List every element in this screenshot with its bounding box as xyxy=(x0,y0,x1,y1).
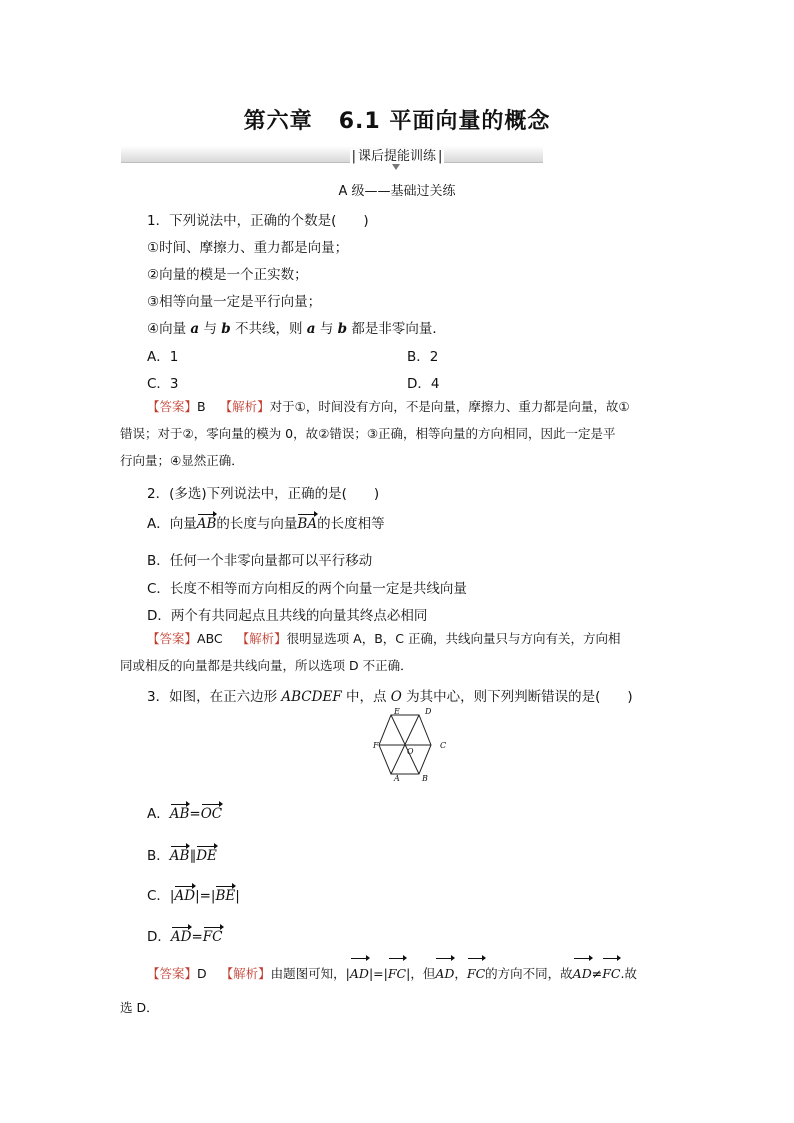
q1-statement-2: ②向量的模是一个正实数； xyxy=(147,267,308,283)
label-b: B xyxy=(422,774,428,782)
stem-text: 3．如图，在正六边形 xyxy=(147,689,282,705)
q1-statement-4 xyxy=(147,317,446,337)
option-text: C．| xyxy=(147,888,175,904)
center-name: O xyxy=(390,689,402,705)
operator: = xyxy=(191,929,203,945)
page-title xyxy=(0,104,794,135)
option-text: B． xyxy=(147,848,170,864)
vector-ab: AB xyxy=(169,806,190,822)
level-heading: A 级——基础过关练 xyxy=(338,184,456,199)
explanation-text: ， xyxy=(454,966,467,981)
banner-pointer-icon xyxy=(392,164,400,170)
var-a: a xyxy=(306,321,316,337)
explanation-text: 的方向不同，故 xyxy=(485,966,573,981)
q1-option-c: C．3 xyxy=(147,376,179,392)
hexagon-figure xyxy=(366,706,450,782)
var-b: b xyxy=(337,321,348,337)
q2-explanation-line-2: 同或相反的向量都是共线向量，所以选项 D 不正确． xyxy=(120,658,413,673)
explanation-text: |=| xyxy=(368,966,388,981)
option-text: 的长度相等 xyxy=(317,516,385,532)
label-d: D xyxy=(425,707,432,716)
q1-option-a: A．1 xyxy=(147,349,179,365)
q3-answer xyxy=(147,958,637,987)
option-text: D． xyxy=(147,929,171,945)
explanation-text: .故 xyxy=(620,966,637,981)
vector-fc: FC xyxy=(467,958,485,987)
vector-be: BE xyxy=(215,888,236,904)
vector-ba: BA xyxy=(297,516,318,532)
option-text: A．向量 xyxy=(147,516,197,532)
stem-text: 中，点 xyxy=(341,689,391,705)
operator: ≠ xyxy=(591,966,603,981)
q3-option-a xyxy=(147,802,222,822)
answer-value: B xyxy=(197,399,206,414)
q1-s4-text: 不共线，则 xyxy=(230,321,307,337)
q1-s4-text: ④向量 xyxy=(147,321,191,337)
q1-explanation-line-3: 行向量；④显然正确． xyxy=(120,453,244,468)
label-o: O xyxy=(407,747,414,756)
q1-s4-text: 与 xyxy=(199,321,222,337)
explanation-tag: 【解析】 xyxy=(219,399,270,414)
q2-option-d: D．两个有共同起点且共线的向量其终点必相同 xyxy=(147,608,428,624)
q1-statement-3: ③相等向量一定是平行向量； xyxy=(147,294,322,310)
section-tag: | 课后提能训练 | xyxy=(351,149,443,164)
answer-value: ABC xyxy=(197,631,223,646)
vector-ad: AD xyxy=(573,958,592,987)
q1-s4-text: 与 xyxy=(315,321,338,337)
label-f: F xyxy=(373,741,379,750)
q2-option-c: C．长度不相等而方向相反的两个向量一定是共线向量 xyxy=(147,581,467,597)
q3-option-c xyxy=(147,884,240,904)
vector-de: DE xyxy=(196,848,217,864)
q1-s4-text: 都是非零向量． xyxy=(347,321,446,337)
vector-ab: AB xyxy=(169,848,190,864)
vector-ad: AD xyxy=(170,929,192,945)
vector-ab: AB xyxy=(196,516,217,532)
q1-explanation-line-2: 错误；对于②，零向量的模为 0，故②错误；③正确，相等向量的方向相同，因此一定是平 xyxy=(120,426,616,441)
explanation-tag: 【解析】 xyxy=(236,631,287,646)
chapter-label: 第六章 xyxy=(243,109,313,134)
stem-text: 为其中心，则下列判断错误的是( ) xyxy=(401,689,633,705)
answer-value: D xyxy=(197,966,207,981)
vector-ad: AD xyxy=(350,958,369,987)
operator: |=| xyxy=(195,888,216,904)
answer-tag: 【答案】 xyxy=(147,399,198,414)
vector-oc: OC xyxy=(200,806,223,822)
label-c: C xyxy=(440,741,447,750)
vector-ad: AD xyxy=(435,958,454,987)
q1-option-b: B．2 xyxy=(407,349,439,365)
q2-option-b: B．任何一个非零向量都可以平行移动 xyxy=(147,553,373,569)
q2-answer xyxy=(147,625,620,652)
q3-explanation-line-2: 选 D． xyxy=(120,1000,159,1015)
explanation-text: |，但 xyxy=(406,966,436,981)
operator: = xyxy=(189,806,201,822)
q3-option-d xyxy=(147,925,223,945)
option-text: A． xyxy=(147,806,170,822)
answer-tag: 【答案】 xyxy=(147,631,198,646)
q3-option-b xyxy=(147,844,217,864)
vector-ad: AD xyxy=(174,888,196,904)
vector-fc: FC xyxy=(388,958,406,987)
q3-stem xyxy=(147,685,633,705)
option-text: | xyxy=(235,888,240,904)
hexagon-name: ABCDEF xyxy=(281,689,342,705)
explanation-text: 由题图可知，| xyxy=(270,966,350,981)
lesson-title: 6.1 平面向量的概念 xyxy=(338,109,551,134)
q1-statement-1: ①时间、摩擦力、重力都是向量； xyxy=(147,240,349,256)
var-a: a xyxy=(190,321,200,337)
vector-fc: FC xyxy=(202,929,223,945)
label-e: E xyxy=(394,707,400,716)
q2-stem: 2．(多选)下列说法中，正确的是( ) xyxy=(147,486,380,502)
var-b: b xyxy=(221,321,231,337)
operator: ∥ xyxy=(189,848,197,864)
vector-fc: FC xyxy=(602,958,620,987)
answer-tag: 【答案】 xyxy=(147,966,198,981)
q1-option-d: D．4 xyxy=(407,376,440,392)
explanation-text: 很明显选项 A，B，C 正确，共线向量只与方向有关，方向相 xyxy=(286,631,621,646)
explanation-tag: 【解析】 xyxy=(220,966,271,981)
label-a: A xyxy=(394,774,400,782)
q1-stem: 1．下列说法中，正确的个数是( ) xyxy=(147,213,369,229)
q2-option-a xyxy=(147,512,385,532)
section-tag-label: 课后提能训练 xyxy=(357,149,436,164)
q1-answer xyxy=(147,393,630,420)
explanation-text: 对于①，时间没有方向，不是向量，摩擦力、重力都是向量，故① xyxy=(269,399,630,414)
option-text: 的长度与向量 xyxy=(216,516,298,532)
